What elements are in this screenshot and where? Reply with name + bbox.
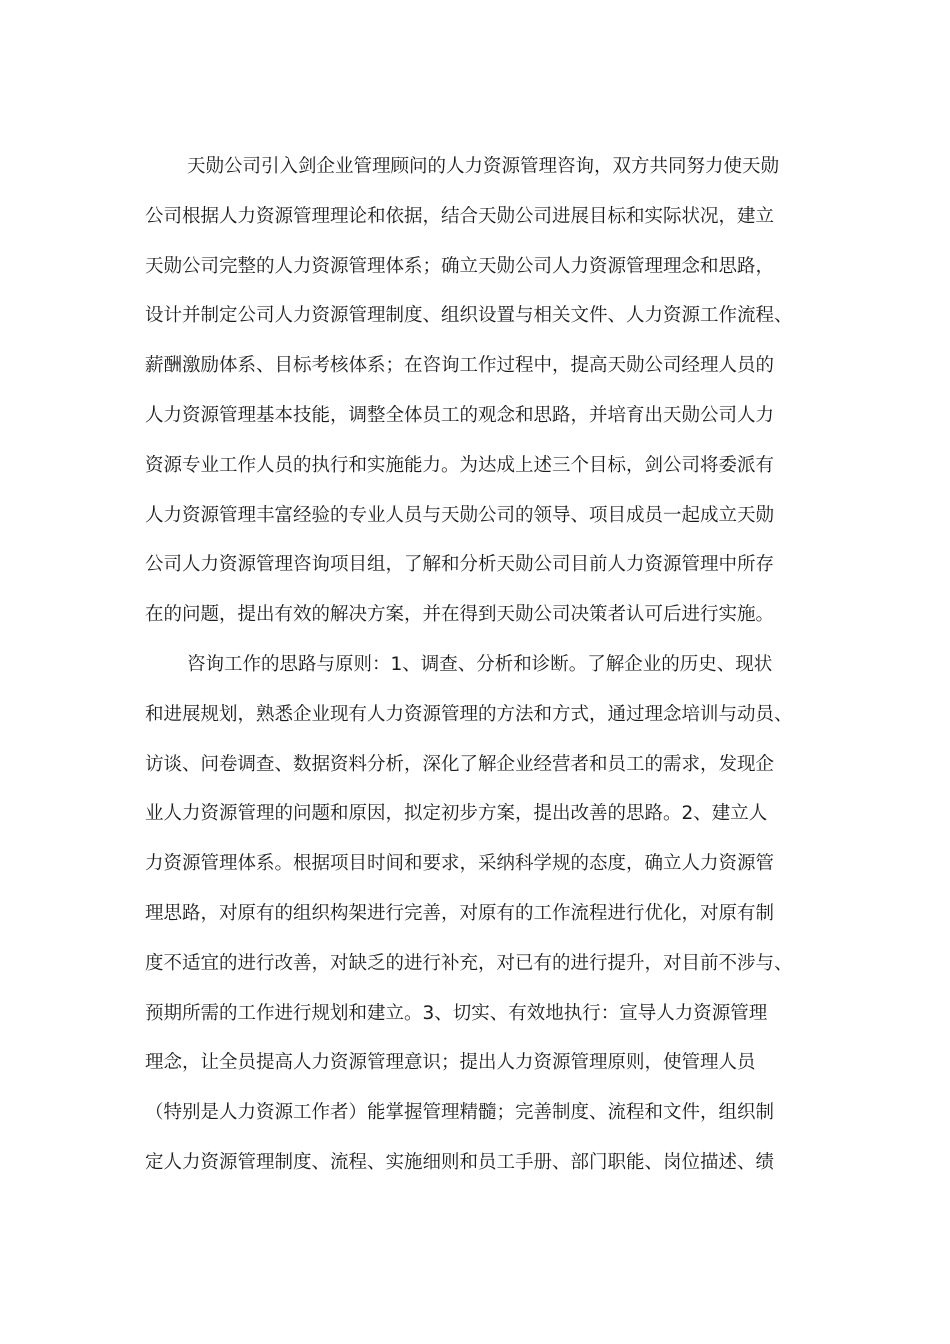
text-line: 薪酬激励体系、目标考核体系；在咨询工作过程中，提高天勋公司经理人员的 [145,355,775,377]
text-line: 天勋公司引入剑企业管理顾问的人力资源管理咨询，双方共同努力使天勋 [187,156,780,177]
text-line: 理念，让全员提高人力资源管理意识；提出人力资源管理原则，使管理人员 [145,1052,756,1074]
text-line: 天勋公司完整的人力资源管理体系；确立天勋公司人力资源管理理念和思路， [145,255,775,277]
text-line: 度不适宜的进行改善，对缺乏的进行补充，对已有的进行提升，对目前不涉与、 [145,952,793,974]
document-body [145,142,825,1188]
text-line: 力资源管理体系。根据项目时间和要求，采纳科学规的态度，确立人力资源管 [145,853,775,875]
paragraph-2 [145,640,825,1188]
text-line: 预期所需的工作进行规划和建立。3、切实、有效地执行：宣导人力资源管理 [145,1002,768,1024]
paragraph-1 [145,142,825,640]
text-line: 访谈、问卷调查、数据资料分析，深化了解企业经营者和员工的需求，发现企 [145,753,775,775]
text-line: 定人力资源管理制度、流程、实施细则和员工手册、部门职能、岗位描述、绩 [145,1151,775,1173]
text-line: （特别是人力资源工作者）能掌握管理精髓；完善制度、流程和文件，组织制 [145,1102,775,1124]
text-line: 在的问题，提出有效的解决方案，并在得到天勋公司决策者认可后进行实施。 [145,604,775,626]
text-line: 和进展规划，熟悉企业现有人力资源管理的方法和方式，通过理念培训与动员、 [145,703,793,725]
text-line: 理思路，对原有的组织构架进行完善，对原有的工作流程进行优化，对原有制 [145,902,775,924]
text-line: 人力资源管理基本技能，调整全体员工的观念和思路，并培育出天勋公司人力 [145,404,775,426]
text-line: 咨询工作的思路与原则：1、调查、分析和诊断。了解企业的历史、现状 [187,653,773,675]
text-line: 资源专业工作人员的执行和实施能力。为达成上述三个目标，剑公司将委派有 [145,454,775,476]
text-line: 业人力资源管理的问题和原因，拟定初步方案，提出改善的思路。2、建立人 [145,803,768,825]
text-line: 公司人力资源管理咨询项目组，了解和分析天勋公司目前人力资源管理中所存 [145,554,775,576]
text-line: 公司根据人力资源管理理论和依据，结合天勋公司进展目标和实际状况，建立 [145,205,775,227]
text-line: 设计并制定公司人力资源管理制度、组织设置与相关文件、人力资源工作流程、 [145,305,793,327]
text-line: 人力资源管理丰富经验的专业人员与天勋公司的领导、项目成员一起成立天勋 [145,504,775,526]
